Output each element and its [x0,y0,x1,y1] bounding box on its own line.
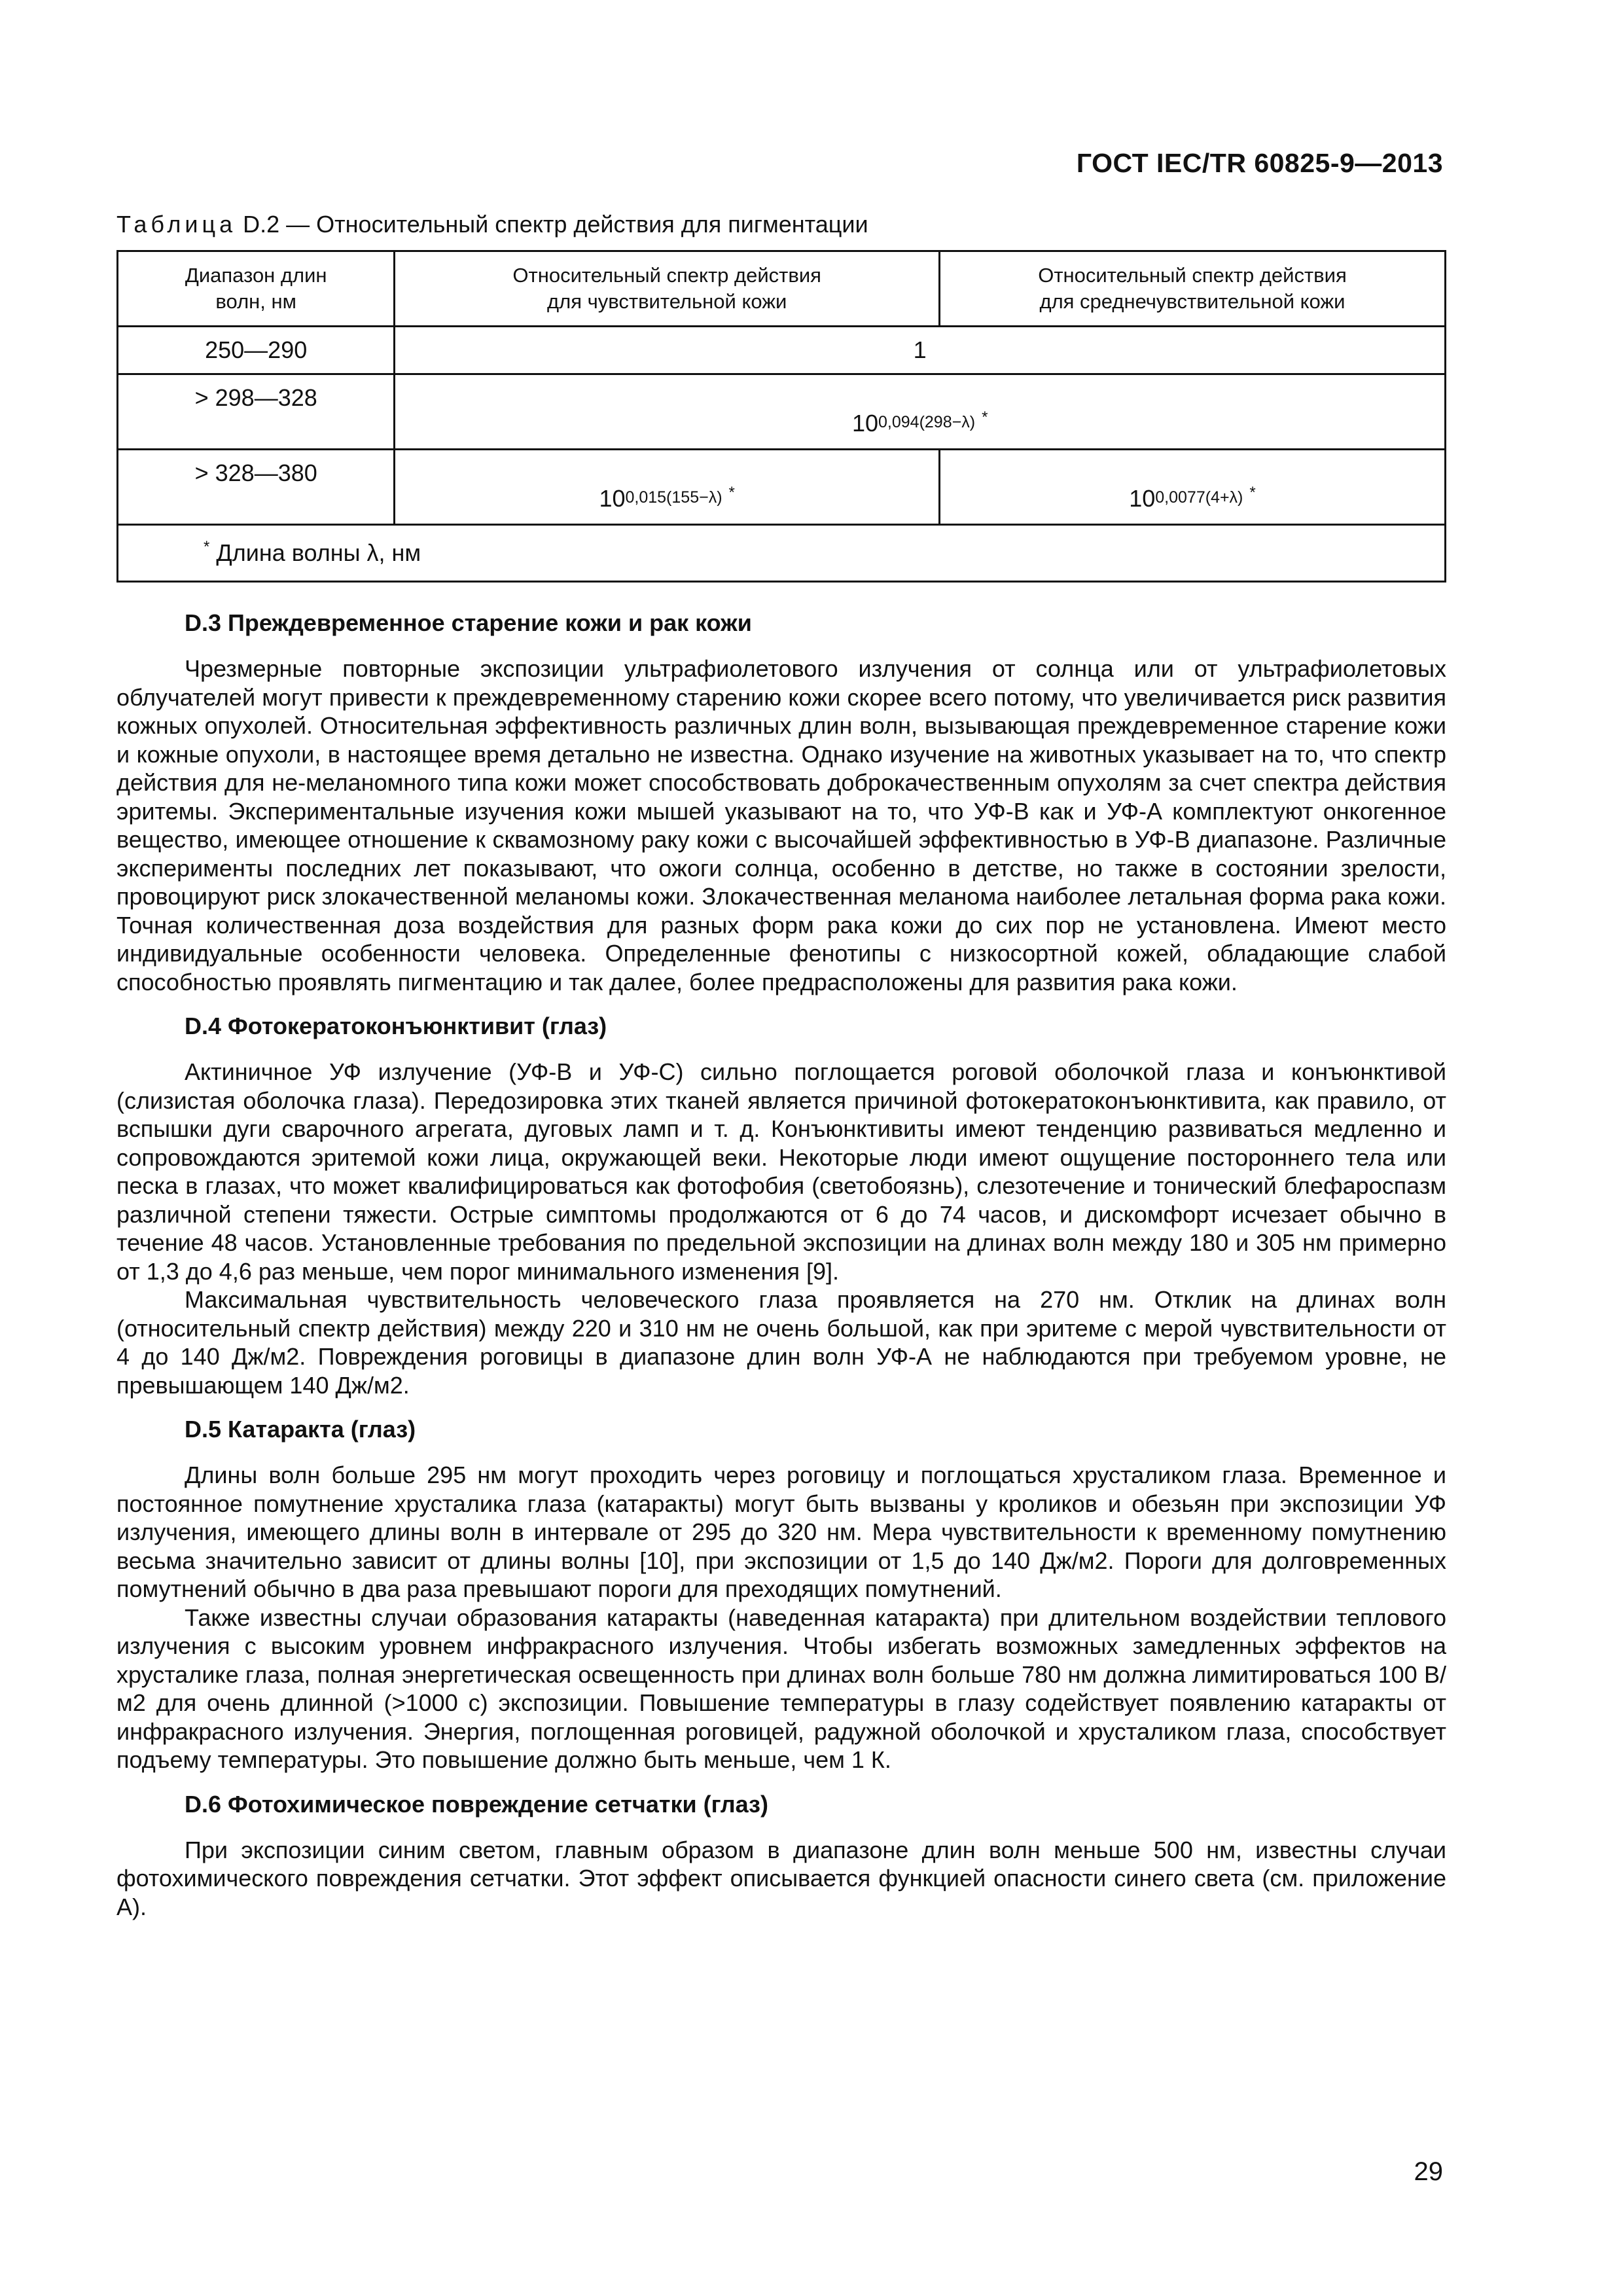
paragraph: Максимальная чувствительность человеческого глаза проявляется на 270 нм. Отклик на длинах волн (относительный спектр действия) между 220 и 310 нм не очень большой, как при эритеме с мерой чувствительности от 4 до 140 Дж/м2. Повреждения роговицы в диапазоне длин волн УФ-А не наблюдаются при требуемом уровне, не превышающем 140 Дж/м2. [116,1286,1446,1399]
table-row [118,327,1446,374]
paragraph: Длины волн больше 295 нм могут проходить через роговицу и поглощаться хрусталиком глаза. Временное и постоянное помутнение хрусталика глаза (катаракты) могут быть вызваны у кроликов и обезьян при экспозиции УФ излучения, имеющего длины волн в интервале от 295 до 320 нм. Мера чувствительности к временному помутнению весьма значительно зависит от длины волны [10], при экспозиции от 1,5 до 140 Дж/м2. Пороги для долговременных помутнений обычно в два раза превышают пороги для преходящих помутнений. [116,1462,1446,1602]
table-row [118,450,1446,525]
header-wavelength-range: Диапазон длин волн, нм [118,251,395,327]
paragraph: При экспозиции синим светом, главным образом в диапазоне длин волн меньше 500 нм, известны случаи фотохимического повреждения сетчатки. Этот эффект описывается функцией опасности синего света (см. приложение А). [116,1836,1446,1920]
table-caption-text: D.2 — Относительный спектр действия для пигментации [236,211,868,238]
header-medium-sensitive-skin: Относительный спектр действия для среднечувствительной кожи [939,251,1445,327]
formula-cell-sensitive: $10^{0,015(155-\lambda)}$ * [395,450,940,525]
paragraph: Чрезмерные повторные экспозиции ультрафиолетового излучения от солнца или от ультрафиолетовых облучателей могут привести к преждевременному старению кожи скорее всего потому, что увеличивается риск развития кожных опухолей. Относительная эффективность различных длин волн, вызывающая преждевременное старение кожи и кожные опухоли, в настоящее время детально не известна. Однако изучение на животных указывает на то, что спектр действия для не-меланомного типа кожи может способствовать доброкачественным опухолям за счет спектра действия эритемы. Экспериментальные изучения кожи мышей указывают на то, что УФ-В как и УФ-А комплектуют онкогенное вещество, имеющее отношение к сквамозному раку кожи с высочайшей эффективностью в УФ-В диапазоне. Различные эксперименты последних лет показывают, что ожоги солнца, особенно в детстве, но также в состоянии зрелости, провоцируют риск злокачественной меланомы кожи. Злокачественная меланома наиболее летальная форма рака кожи. Точная количественная доза воздействия для разных форм рака кожи до сих пор не установлена. Имеют место индивидуальные особенности человека. Определенные фенотипы с низкосортной кожей, обладающие слабой способностью проявлять пигментацию и так далее, более предрасположены для развития рака кожи. [116,655,1446,996]
value-cell: 1 [395,327,1446,374]
section-title-d4: D.4 Фотокератоконъюнктивит (глаз) [185,1013,607,1039]
range-cell: > 328—380 [118,450,395,525]
table-header-row [118,251,1446,327]
section-title-d3: D.3 Преждевременное старение кожи и рак кожи [185,609,752,636]
action-spectrum-table [116,250,1446,583]
table-row [118,374,1446,450]
body-content [116,609,1446,1921]
document-header: ГОСТ IEC/TR 60825-9—2013 [1076,148,1443,178]
paragraph: Актиничное УФ излучение (УФ-В и УФ-С) сильно поглощается роговой оболочкой глаза и конъюнктивой (слизистая оболочка глаза). Передозировка этих тканей является причиной фотокератоконъюнктивита, как правило, от вспышки дуги сварочного агрегата, дуговых ламп и т. д. Конъюнктивиты имеют тенденцию развиваться медленно и сопровождаются эритемой кожи лица, окружающей веки. Некоторые люди имеют ощущение постороннего тела или песка в глазах, что может квалифицироваться как фотофобия (светобоязнь), слезотечение и тонический блефароспазм различной степени тяжести. Острые симптомы продолжаются от 6 до 74 часов, и дискомфорт исчезает обычно в течение 48 часов. Установленные требования по предельной экспозиции на длинах волн между 180 и 305 нм примерно от 1,3 до 4,6 раз меньше, чем порог минимального изменения [9]. [116,1058,1446,1285]
paragraph: Также известны случаи образования катаракты (наведенная катаракта) при длительном воздействии теплового излучения с высоким уровнем инфракрасного излучения. Чтобы избегать возможных замедленных эффектов на хрусталике глаза, полная энергетическая освещенность при длинах волн больше 780 нм должна лимитироваться 100 В/м2 для очень длинной (>1000 с) экспозиции. Повышение температуры в глазу содействует появлению катаракты от инфракрасного излучения. Энергия, поглощенная роговицей, радужной оболочкой и хрусталиком глаза, способствует подъему температуры. Это повышение должно быть меньше, чем 1 К. [116,1604,1446,1773]
table-footnote-row [118,525,1446,582]
range-cell: > 298—328 [118,374,395,450]
table-footnote: * Длина волны λ, нм [118,525,1446,582]
header-sensitive-skin: Относительный спектр действия для чувствительной кожи [395,251,940,327]
section-title-d5: D.5 Катаракта (глаз) [185,1416,416,1443]
table-caption-prefix: Таблица [116,211,237,238]
page-number: 29 [1414,2157,1443,2186]
table-caption [116,211,868,238]
formula-cell-medium: $10^{0,0077(4+\lambda)}$ * [939,450,1445,525]
section-title-d6: D.6 Фотохимическое повреждение сетчатки (глаз) [185,1790,768,1818]
formula-cell: $10^{0,094(298-\lambda)}$ * [395,374,1446,450]
range-cell: 250—290 [118,327,395,374]
